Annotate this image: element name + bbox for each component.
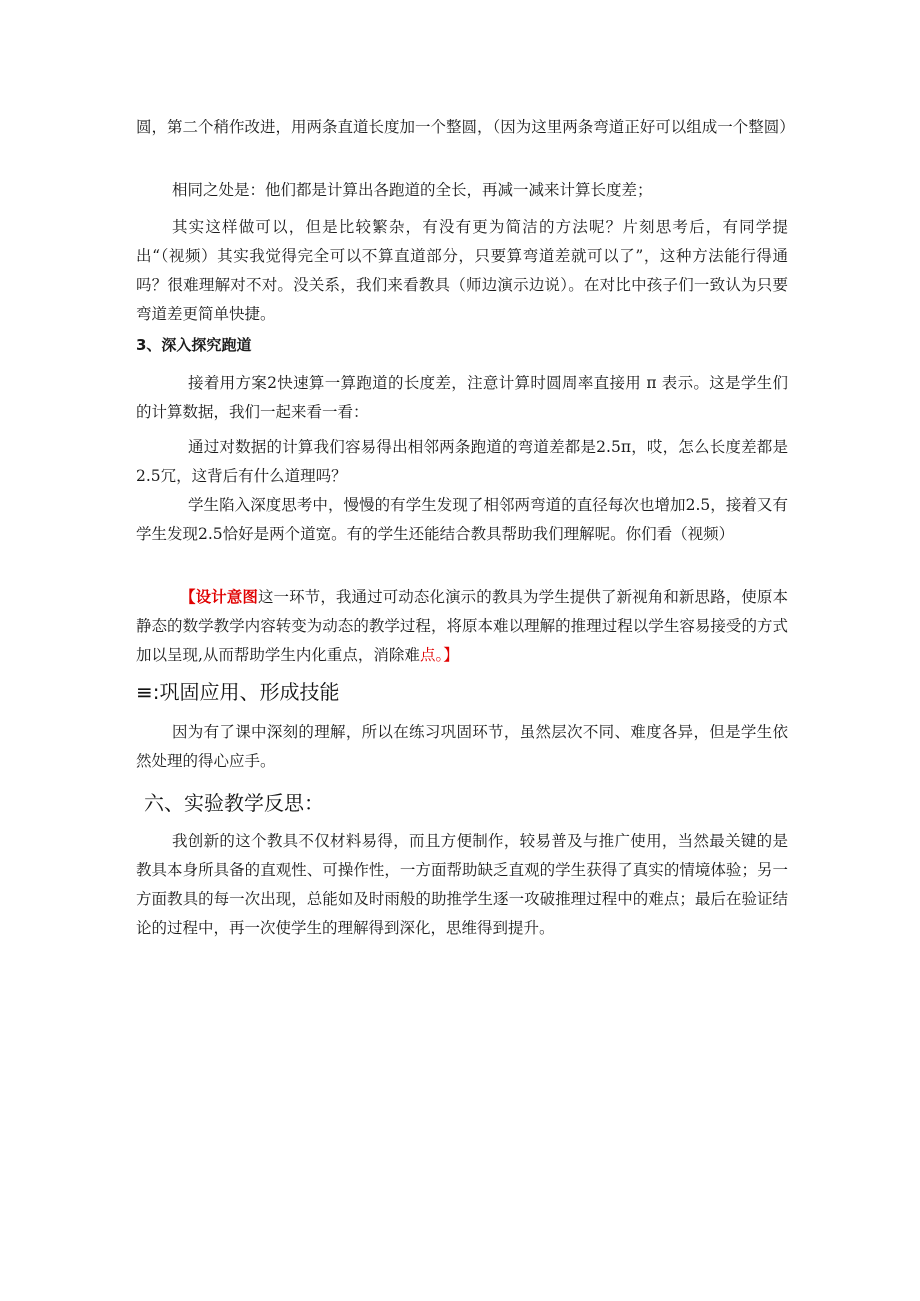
paragraph-reflection: 我创新的这个教具不仅材料易得，而且方便制作，较易普及与推广使用，当然最关键的是教具本身所具备的直观性、可操作性，一方面帮助缺乏直观的学生获得了真实的情境体验；另一方面教具的每一次出现，总能如及时雨般的助推学生逐一攻破推理过程中的难点；最后在验证结论的过程中，再一次使学生的理解得到深化，思维得到提升。: [136, 832, 788, 937]
design-intent-label: 【设计意图: [180, 588, 258, 606]
paragraph-curve-difference: 通过对数据的计算我们容易得出相邻两条跑道的弯道差都是2.5π，哎，怎么长度差都是2.5冗，这背后有什么道理吗？: [136, 438, 788, 485]
section-heading-reflection: 六、实验教学反思：: [144, 791, 324, 815]
paragraph-simpler-method: 其实这样做可以，但是比较繁杂，有没有更为简洁的方法呢？片刻思考后，有同学提出“（视频）其实我觉得完全可以不算直道部分，只要算弯道差就可以了”，这种方法能行得通吗？很难理解对不对。没关系，我们来看教具（师边演示边说）。在对比中孩子们一致认为只要弯道差更简单快捷。: [136, 218, 788, 323]
section-heading-explore-track: 3、深入探究跑道: [136, 336, 252, 354]
paragraph-plan-two: 接着用方案2快速算一算跑道的长度差，注意计算时圆周率直接用 π 表示。这是学生们的计算数据，我们一起来看一看：: [136, 374, 788, 421]
paragraph-deep-thinking: 学生陷入深度思考中，慢慢的有学生发现了相邻两弯道的直径每次也增加2.5，接着又有学生发现2.5恰好是两个道宽。有的学生还能结合教具帮助我们理解呢。你们看（视频）: [136, 496, 788, 543]
paragraph-practice: 因为有了课中深刻的理解，所以在练习巩固环节，虽然层次不同、难度各异，但是学生依然处理的得心应手。: [136, 723, 788, 770]
design-intent-text: 这一环节，我通过可动态化演示的教具为学生提供了新视角和新思路，使原本静态的数学教学内容转变为动态的教学过程，将原本难以理解的推理过程以学生容易接受的方式加以呈现,从而帮助学生内化重点，消除难: [136, 588, 788, 664]
paragraph-similarity: 相同之处是：他们都是计算出各跑道的全长，再减一减来计算长度差；: [172, 181, 653, 199]
design-intent-end: 点。】: [419, 646, 459, 664]
paragraph-design-intent: [136, 583, 788, 670]
paragraph-method-compare: 圆，第二个稍作改进，用两条直道长度加一个整圆，（因为这里两条弯道正好可以组成一个整圆）: [136, 118, 795, 136]
section-heading-consolidate: ≡:巩固应用、形成技能: [136, 680, 340, 704]
